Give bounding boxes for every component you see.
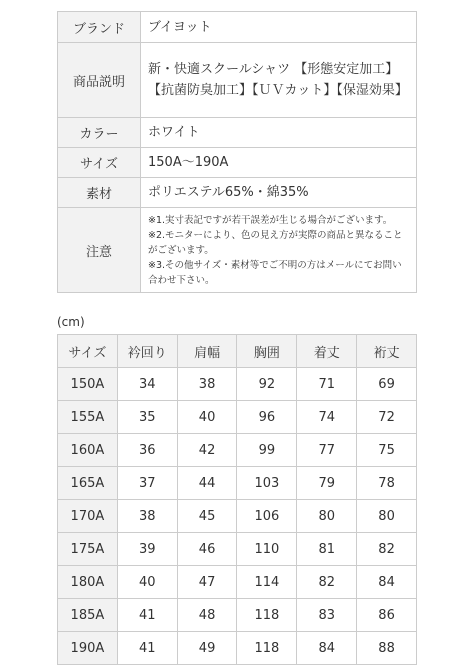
size-header-sleeve: 裄丈	[357, 335, 417, 368]
table-cell: 118	[237, 632, 297, 665]
color-value: ホワイト	[141, 118, 417, 148]
table-cell: 110	[237, 533, 297, 566]
table-row	[58, 599, 417, 632]
table-cell: 36	[117, 434, 177, 467]
description-label: 商品説明	[58, 43, 141, 118]
table-cell: 77	[297, 434, 357, 467]
color-label: カラー	[58, 118, 141, 148]
size-header-shoulder: 肩幅	[177, 335, 237, 368]
table-cell: 49	[177, 632, 237, 665]
material-label: 素材	[58, 178, 141, 208]
table-cell: 34	[117, 368, 177, 401]
info-row-description	[58, 43, 417, 118]
size-cell: 160A	[58, 434, 118, 467]
description-value: 新・快適スクールシャツ 【形態安定加工】【抗菌防臭加工】【ＵＶカット】【保湿効果】	[141, 43, 417, 118]
info-row-notes	[58, 208, 417, 293]
table-cell: 74	[297, 401, 357, 434]
table-cell: 80	[357, 500, 417, 533]
table-cell: 75	[357, 434, 417, 467]
size-cell: 150A	[58, 368, 118, 401]
size-table	[57, 334, 417, 665]
table-cell: 39	[117, 533, 177, 566]
size-cell: 175A	[58, 533, 118, 566]
table-row	[58, 434, 417, 467]
table-row	[58, 368, 417, 401]
size-cell: 185A	[58, 599, 118, 632]
material-value: ポリエステル65%・綿35%	[141, 178, 417, 208]
table-cell: 41	[117, 632, 177, 665]
size-label: サイズ	[58, 148, 141, 178]
table-cell: 82	[297, 566, 357, 599]
table-cell: 88	[357, 632, 417, 665]
notes-value	[141, 208, 417, 293]
table-row	[58, 500, 417, 533]
table-cell: 86	[357, 599, 417, 632]
table-cell: 45	[177, 500, 237, 533]
table-cell: 40	[117, 566, 177, 599]
table-cell: 84	[357, 566, 417, 599]
table-cell: 81	[297, 533, 357, 566]
table-cell: 42	[177, 434, 237, 467]
size-header-length: 着丈	[297, 335, 357, 368]
size-cell: 165A	[58, 467, 118, 500]
table-cell: 35	[117, 401, 177, 434]
size-header-collar: 衿回り	[117, 335, 177, 368]
size-cell: 170A	[58, 500, 118, 533]
table-cell: 96	[237, 401, 297, 434]
info-row-size	[58, 148, 417, 178]
info-row-brand	[58, 12, 417, 43]
size-cell: 180A	[58, 566, 118, 599]
brand-label: ブランド	[58, 12, 141, 43]
table-cell: 118	[237, 599, 297, 632]
table-cell: 46	[177, 533, 237, 566]
notes-label: 注意	[58, 208, 141, 293]
table-cell: 38	[117, 500, 177, 533]
size-table-header-row	[58, 335, 417, 368]
brand-value: ブイヨット	[141, 12, 417, 43]
table-row	[58, 401, 417, 434]
table-cell: 79	[297, 467, 357, 500]
info-row-material	[58, 178, 417, 208]
size-cell: 155A	[58, 401, 118, 434]
size-cell: 190A	[58, 632, 118, 665]
note-line: ※3.その他サイズ・素材等でご不明の方はメールにてお問い合わせ下さい。	[148, 259, 402, 286]
table-cell: 92	[237, 368, 297, 401]
table-row	[58, 533, 417, 566]
table-cell: 47	[177, 566, 237, 599]
table-cell: 41	[117, 599, 177, 632]
table-cell: 114	[237, 566, 297, 599]
size-unit-label: (cm)	[57, 315, 85, 329]
table-cell: 37	[117, 467, 177, 500]
table-cell: 38	[177, 368, 237, 401]
info-row-color	[58, 118, 417, 148]
table-cell: 99	[237, 434, 297, 467]
table-cell: 106	[237, 500, 297, 533]
table-cell: 48	[177, 599, 237, 632]
size-header-size: サイズ	[58, 335, 118, 368]
table-cell: 78	[357, 467, 417, 500]
table-cell: 44	[177, 467, 237, 500]
size-value: 150A～190A	[141, 148, 417, 178]
table-cell: 103	[237, 467, 297, 500]
note-line: ※1.実寸表記ですが若干誤差が生じる場合がございます。	[148, 214, 393, 226]
product-info-table	[57, 11, 417, 293]
size-header-chest: 胸囲	[237, 335, 297, 368]
table-cell: 71	[297, 368, 357, 401]
table-cell: 82	[357, 533, 417, 566]
table-cell: 72	[357, 401, 417, 434]
table-cell: 83	[297, 599, 357, 632]
table-cell: 84	[297, 632, 357, 665]
table-row	[58, 467, 417, 500]
table-cell: 80	[297, 500, 357, 533]
table-cell: 69	[357, 368, 417, 401]
note-line: ※2.モニターにより、色の見え方が実際の商品と異なることがございます。	[148, 229, 403, 256]
table-cell: 40	[177, 401, 237, 434]
table-row	[58, 566, 417, 599]
